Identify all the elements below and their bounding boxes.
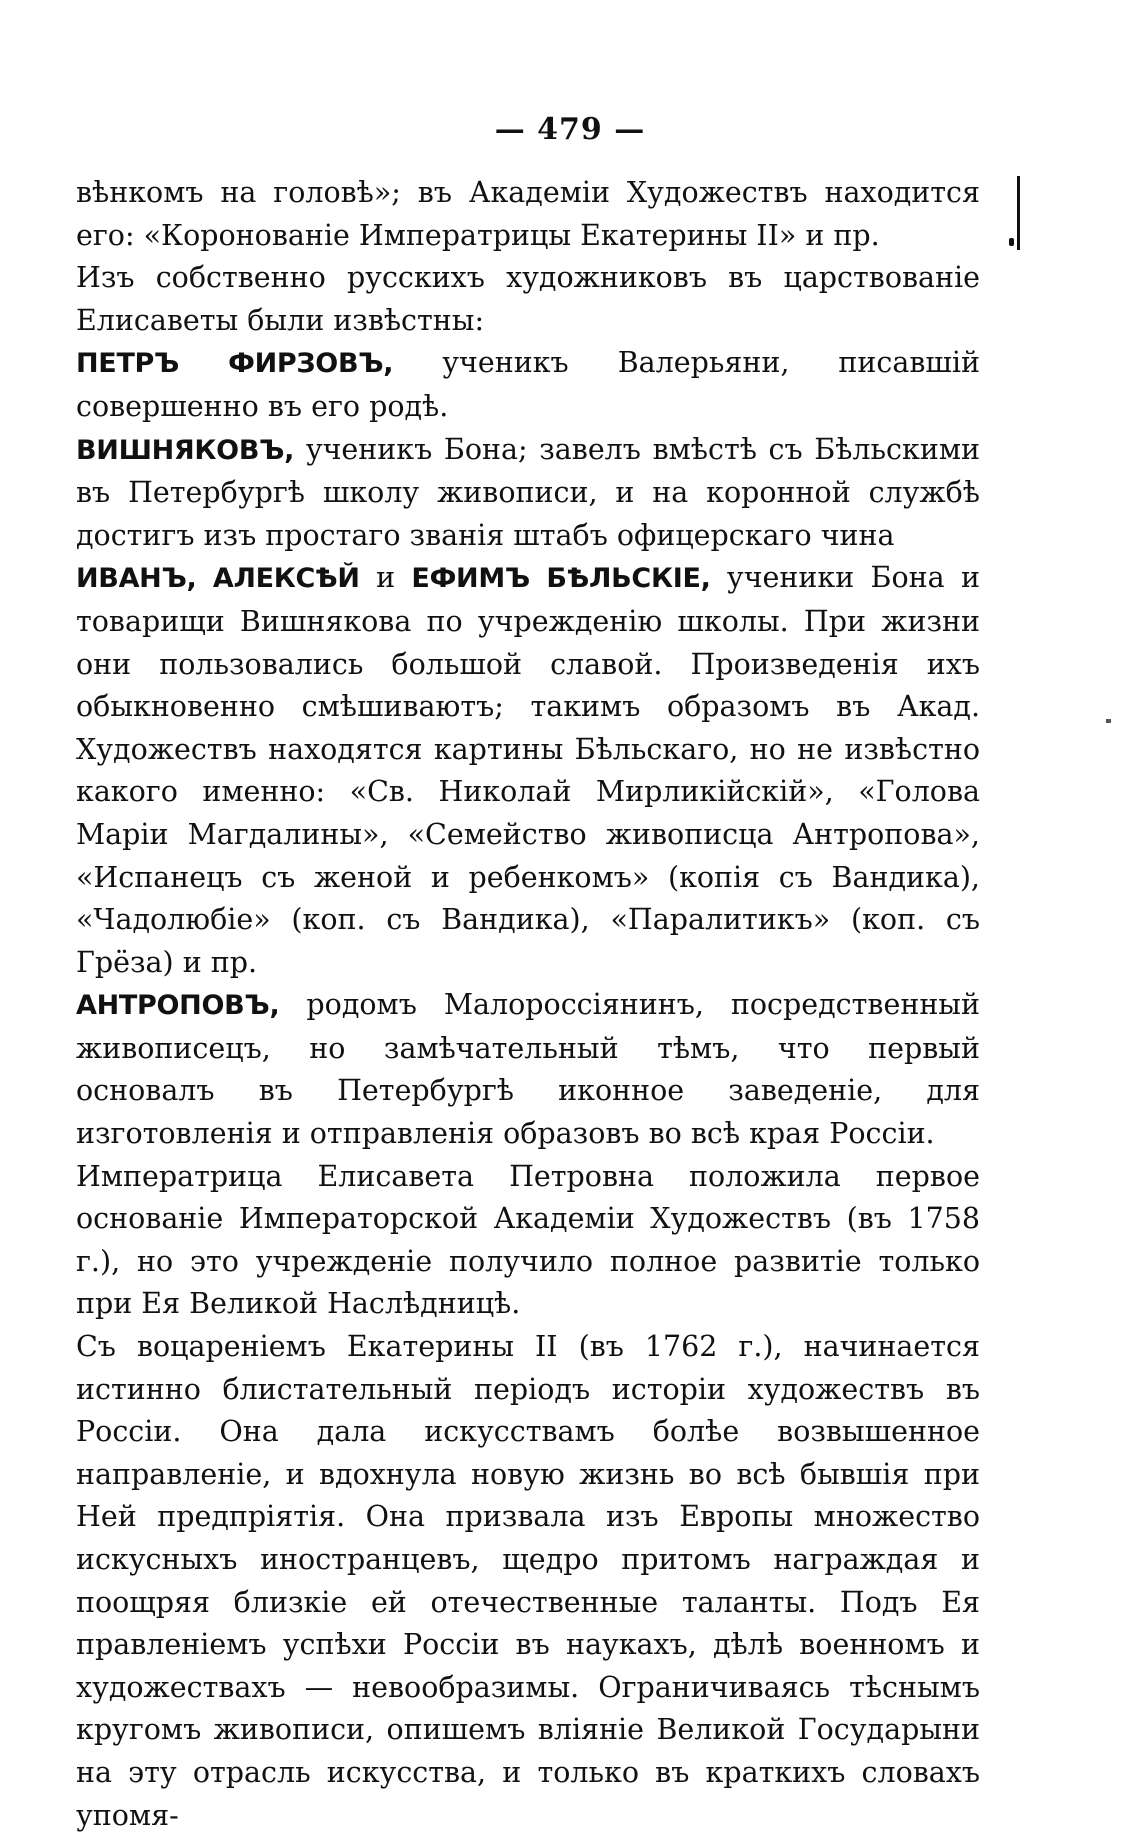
paragraph-firzov [76, 342, 980, 428]
artist-name: ЕФИМЪ БѢЛЬСКІЕ, [411, 563, 711, 595]
margin-mark-dot [1009, 238, 1014, 246]
margin-speck [1106, 719, 1111, 723]
paragraph-catherine [76, 1326, 980, 1837]
text-run: Съ воцареніемъ Екатерины II (въ 1762 г.), начинается истинно блистательный періодъ исторіи художествъ въ Россіи. Она дала искусствамъ болѣе возвышенное направленіе, и вдохнула новую жизнь во всѣ бывшія при Ней предпріятія. Она призвала изъ Европы множество искусныхъ иностранцевъ, щедро притомъ награждая и поощряя близкіе ей отечественные таланты. Подъ Ея правленіемъ успѣхи Россіи въ наукахъ, дѣлѣ военномъ и художествахъ — невообразимы. Ограничиваясь тѣснымъ кругомъ живописи, опишемъ вліяніе Великой Государыни на эту отрасль искусства, и только въ краткихъ словахъ упомя- [76, 1330, 980, 1832]
text-body [76, 172, 980, 1837]
artist-name: АНТРОПОВЪ, [76, 990, 280, 1022]
paragraph-intro [76, 257, 980, 342]
text-run: вѣнкомъ на головѣ»; въ Академіи Художествъ находится его: «Коронованіе Императрицы Екатерины II» и пр. [76, 176, 980, 252]
text-run: ученикъ Валерьяни, писавшій совершенно въ его родѣ. [76, 346, 980, 423]
text-run: Императрица Елисавета Петровна положила первое основаніе Императорской Академіи Художествъ (въ 1758 г.), но это учрежденіе получило полное развитіе только при Ея Великой Наслѣдницѣ. [76, 1159, 980, 1321]
text-run: ученики Бона и товарищи Вишнякова по учрежденію школы. При жизни они пользовались большой славой. Произведенія ихъ обыкновенно смѣшиваютъ; такимъ образомъ въ Акад. Художествъ находятся картины Бѣльскаго, но не извѣстно какого именно: «Св. Николай Мирликійскій», «Голова Маріи Магдалины», «Семейство живописца Антропова», «Испанецъ съ женой и ребенкомъ» (копія съ Вандика), «Чадолюбіе» (коп. съ Вандика), «Паралитикъ» (коп. съ Грёза) и пр. [76, 561, 980, 979]
paragraph-vishnyakov [76, 429, 980, 558]
text-run: и [359, 561, 412, 595]
margin-mark [1017, 176, 1020, 250]
artist-name: ИВАНЪ, АЛЕКСѢЙ [76, 563, 360, 595]
paragraph-academy [76, 1156, 980, 1326]
artist-name: ВИШНЯКОВЪ, [76, 434, 295, 466]
text-run: родомъ Малороссіянинъ, посредственный живописецъ, но замѣчательный тѣмъ, что первый основалъ въ Петербургѣ иконное заведеніе, для изготовленія и отправленія образовъ во всѣ края Россіи. [76, 988, 980, 1151]
text-run: Изъ собственно русскихъ художниковъ въ царствованіе Елисаветы были извѣстны: [76, 261, 980, 337]
text-run: ученикъ Бона; завелъ вмѣстѣ съ Бѣльскими въ Петербургѣ школу живописи, и на коронной службѣ достигъ изъ простаго званія штабъ офицерскаго чина [76, 432, 980, 552]
artist-name: ПЕТРЪ ФИРЗОВЪ, [76, 348, 394, 380]
paragraph-continuation [76, 172, 980, 257]
paragraph-antropov [76, 984, 980, 1155]
page-number: — 479 — [494, 112, 646, 147]
paragraph-belskie [76, 557, 980, 984]
